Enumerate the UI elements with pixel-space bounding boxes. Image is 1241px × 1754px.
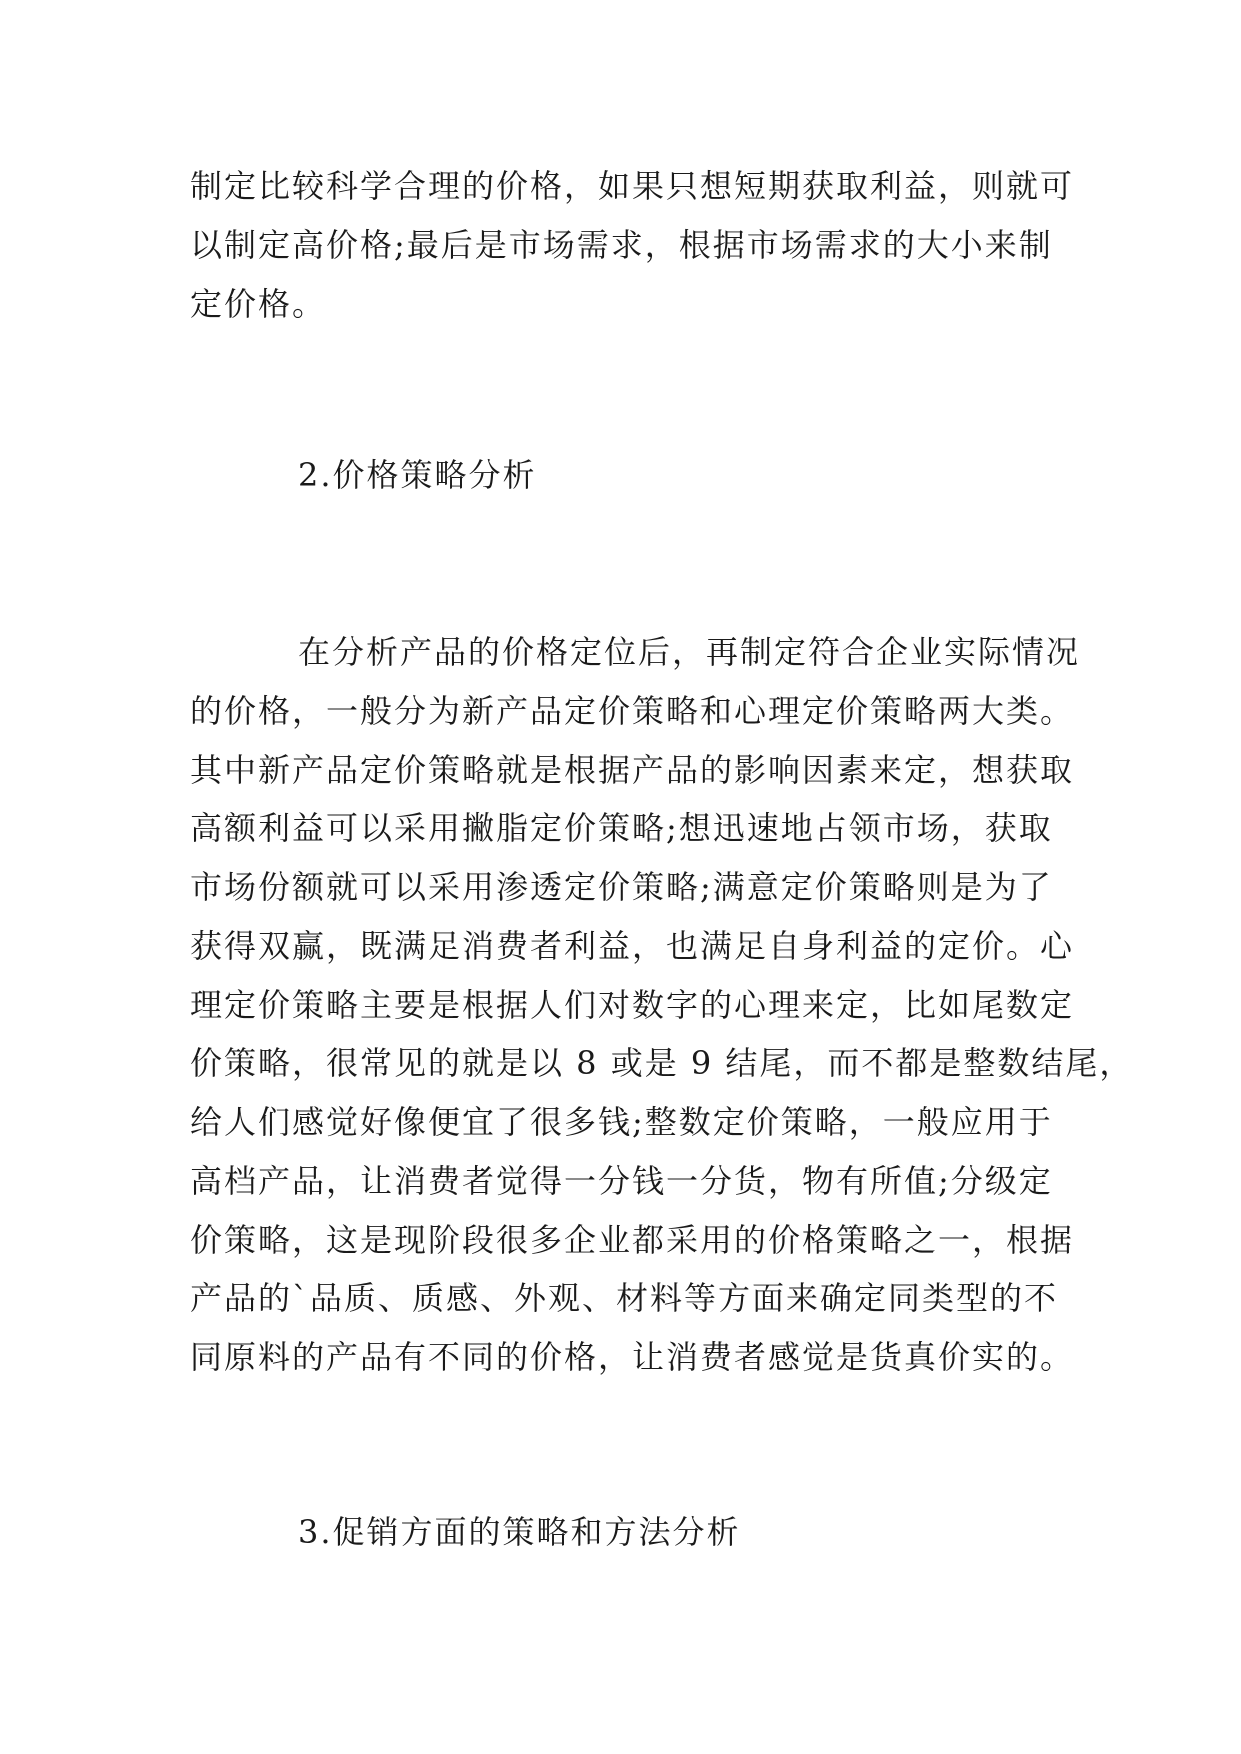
paragraph-line: 的价格，一般分为新产品定价策略和心理定价策略两大类。: [190, 692, 1075, 730]
paragraph-line: 定价格。: [190, 285, 327, 323]
paragraph-line: 给人们感觉好像便宜了很多钱;整数定价策略，一般应用于: [190, 1103, 1053, 1141]
paragraph-line: 市场份额就可以采用渗透定价策略;满意定价策略则是为了: [190, 868, 1053, 906]
paragraph-line: 价策略，这是现阶段很多企业都采用的价格策略之一，根据: [190, 1221, 1075, 1259]
paragraph-line: 在分析产品的价格定位后，再制定符合企业实际情况: [298, 633, 1081, 671]
paragraph-line: 产品的`品质、质感、外观、材料等方面来确定同类型的不: [190, 1279, 1059, 1317]
paragraph-line: 制定比较科学合理的价格，如果只想短期获取利益，则就可: [190, 167, 1075, 205]
paragraph-line: 高额利益可以采用撇脂定价策略;想迅速地占领市场，获取: [190, 809, 1053, 847]
paragraph-line: 其中新产品定价策略就是根据产品的影响因素来定，想获取: [190, 751, 1075, 789]
paragraph-line: 高档产品，让消费者觉得一分钱一分货，物有所值;分级定: [190, 1162, 1053, 1200]
paragraph-line: 理定价策略主要是根据人们对数字的心理来定，比如尾数定: [190, 986, 1075, 1024]
paragraph-line: 同原料的产品有不同的价格，让消费者感觉是货真价实的。: [190, 1338, 1075, 1376]
section-heading-pricing-strategy: 2.价格策略分析: [298, 456, 537, 494]
paragraph-line: 以制定高价格;最后是市场需求，根据市场需求的大小来制: [190, 226, 1053, 264]
paragraph-line: 价策略，很常见的就是以 8 或是 9 结尾，而不都是整数结尾，: [190, 1044, 1134, 1082]
paragraph-line: 获得双赢，既满足消费者利益，也满足自身利益的定价。心: [190, 927, 1075, 965]
section-heading-promotion-strategy: 3.促销方面的策略和方法分析: [298, 1513, 741, 1551]
